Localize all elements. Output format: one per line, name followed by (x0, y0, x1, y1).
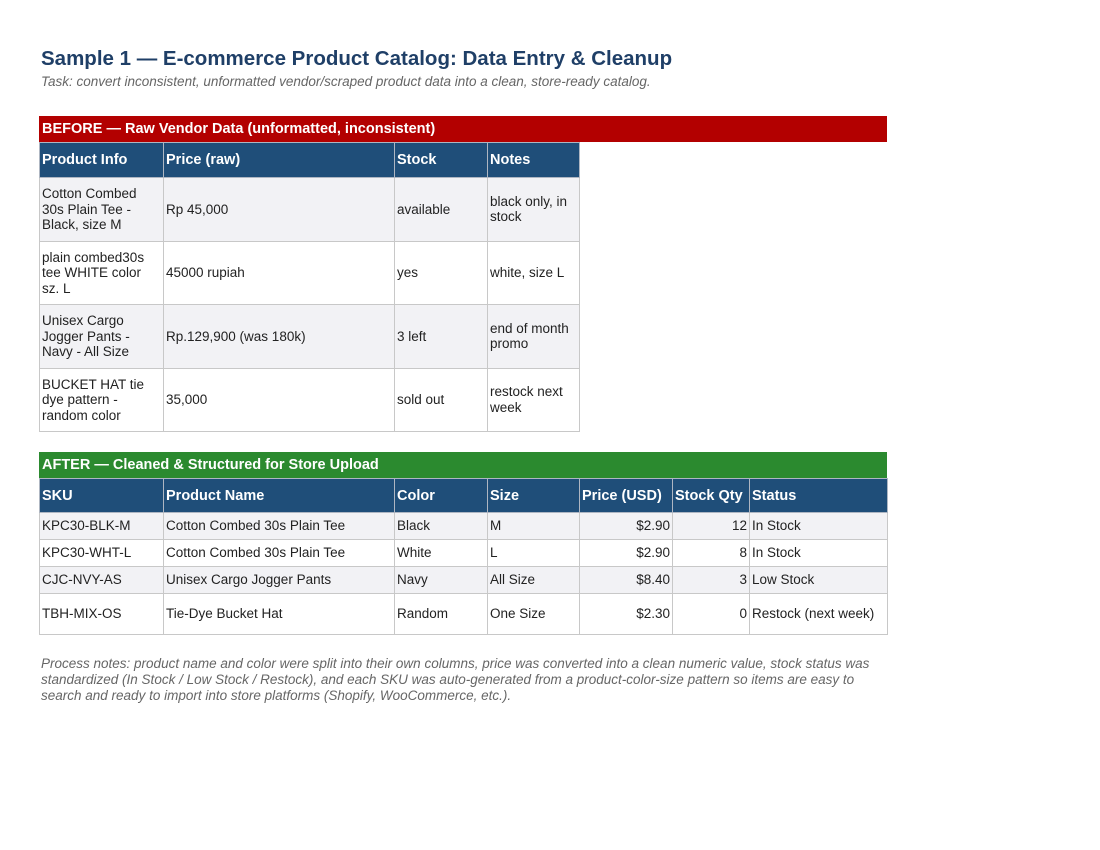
cell-price-usd: $2.90 (580, 540, 673, 567)
cell-size: All Size (488, 567, 580, 594)
cell-stock: available (395, 178, 488, 242)
before-banner: BEFORE — Raw Vendor Data (unformatted, inconsistent) (39, 116, 887, 142)
cell-stock: yes (395, 241, 488, 305)
cell-product-info: plain combed30s tee WHITE color sz. L (40, 241, 164, 305)
table-row (40, 540, 888, 567)
table-row (40, 305, 580, 369)
column-header: Notes (488, 143, 580, 178)
table-row (40, 241, 580, 305)
cell-color: Random (395, 594, 488, 635)
cell-stock-qty: 8 (673, 540, 750, 567)
column-header: Price (USD) (580, 479, 673, 513)
cell-notes: end of month promo (488, 305, 580, 369)
column-header: Price (raw) (164, 143, 395, 178)
cell-sku: TBH-MIX-OS (40, 594, 164, 635)
column-header: Stock Qty (673, 479, 750, 513)
cell-product-name: Unisex Cargo Jogger Pants (164, 567, 395, 594)
cell-product-name: Cotton Combed 30s Plain Tee (164, 540, 395, 567)
cell-status: In Stock (750, 513, 888, 540)
cell-notes: white, size L (488, 241, 580, 305)
column-header: Product Info (40, 143, 164, 178)
cell-status: In Stock (750, 540, 888, 567)
cell-stock: sold out (395, 368, 488, 432)
cell-product-info: Unisex Cargo Jogger Pants - Navy - All Size (40, 305, 164, 369)
column-header: Stock (395, 143, 488, 178)
cell-price-raw: Rp 45,000 (164, 178, 395, 242)
table-row (40, 567, 888, 594)
cell-price-raw: Rp.129,900 (was 180k) (164, 305, 395, 369)
after-header-row (40, 479, 888, 513)
cell-sku: CJC-NVY-AS (40, 567, 164, 594)
page-subtitle: Task: convert inconsistent, unformatted vendor/scraped product data into a clean, store-ready catalog. (41, 74, 651, 89)
cell-color: Black (395, 513, 488, 540)
cell-product-name: Tie-Dye Bucket Hat (164, 594, 395, 635)
column-header: Product Name (164, 479, 395, 513)
cell-stock-qty: 3 (673, 567, 750, 594)
cell-stock-qty: 0 (673, 594, 750, 635)
column-header: Color (395, 479, 488, 513)
cell-product-info: Cotton Combed 30s Plain Tee - Black, size M (40, 178, 164, 242)
cell-notes: restock next week (488, 368, 580, 432)
column-header: SKU (40, 479, 164, 513)
cell-stock: 3 left (395, 305, 488, 369)
cell-size: L (488, 540, 580, 567)
column-header: Size (488, 479, 580, 513)
cell-color: White (395, 540, 488, 567)
cell-size: One Size (488, 594, 580, 635)
cell-sku: KPC30-WHT-L (40, 540, 164, 567)
cell-price-raw: 35,000 (164, 368, 395, 432)
cell-price-usd: $2.90 (580, 513, 673, 540)
cell-sku: KPC30-BLK-M (40, 513, 164, 540)
table-row (40, 368, 580, 432)
cell-color: Navy (395, 567, 488, 594)
cell-notes: black only, in stock (488, 178, 580, 242)
column-header: Status (750, 479, 888, 513)
table-row (40, 178, 580, 242)
before-table (39, 142, 580, 432)
cell-price-usd: $8.40 (580, 567, 673, 594)
cell-price-raw: 45000 rupiah (164, 241, 395, 305)
after-banner: AFTER — Cleaned & Structured for Store Upload (39, 452, 887, 478)
table-row (40, 513, 888, 540)
table-row (40, 594, 888, 635)
cell-price-usd: $2.30 (580, 594, 673, 635)
cell-status: Restock (next week) (750, 594, 888, 635)
process-notes: Process notes: product name and color were split into their own columns, price was converted into a clean numeric value, stock status was standardized (In Stock / Low Stock / Restock), and each SKU was auto-generated from a product-color-size pattern so items are easy to search and ready to import into store platforms (Shopify, WooCommerce, etc.). (41, 656, 870, 703)
page-title: Sample 1 — E-commerce Product Catalog: Data Entry & Cleanup (41, 47, 673, 70)
after-table (39, 478, 888, 635)
before-header-row (40, 143, 580, 178)
cell-product-info: BUCKET HAT tie dye pattern - random color (40, 368, 164, 432)
cell-stock-qty: 12 (673, 513, 750, 540)
cell-product-name: Cotton Combed 30s Plain Tee (164, 513, 395, 540)
cell-status: Low Stock (750, 567, 888, 594)
cell-size: M (488, 513, 580, 540)
